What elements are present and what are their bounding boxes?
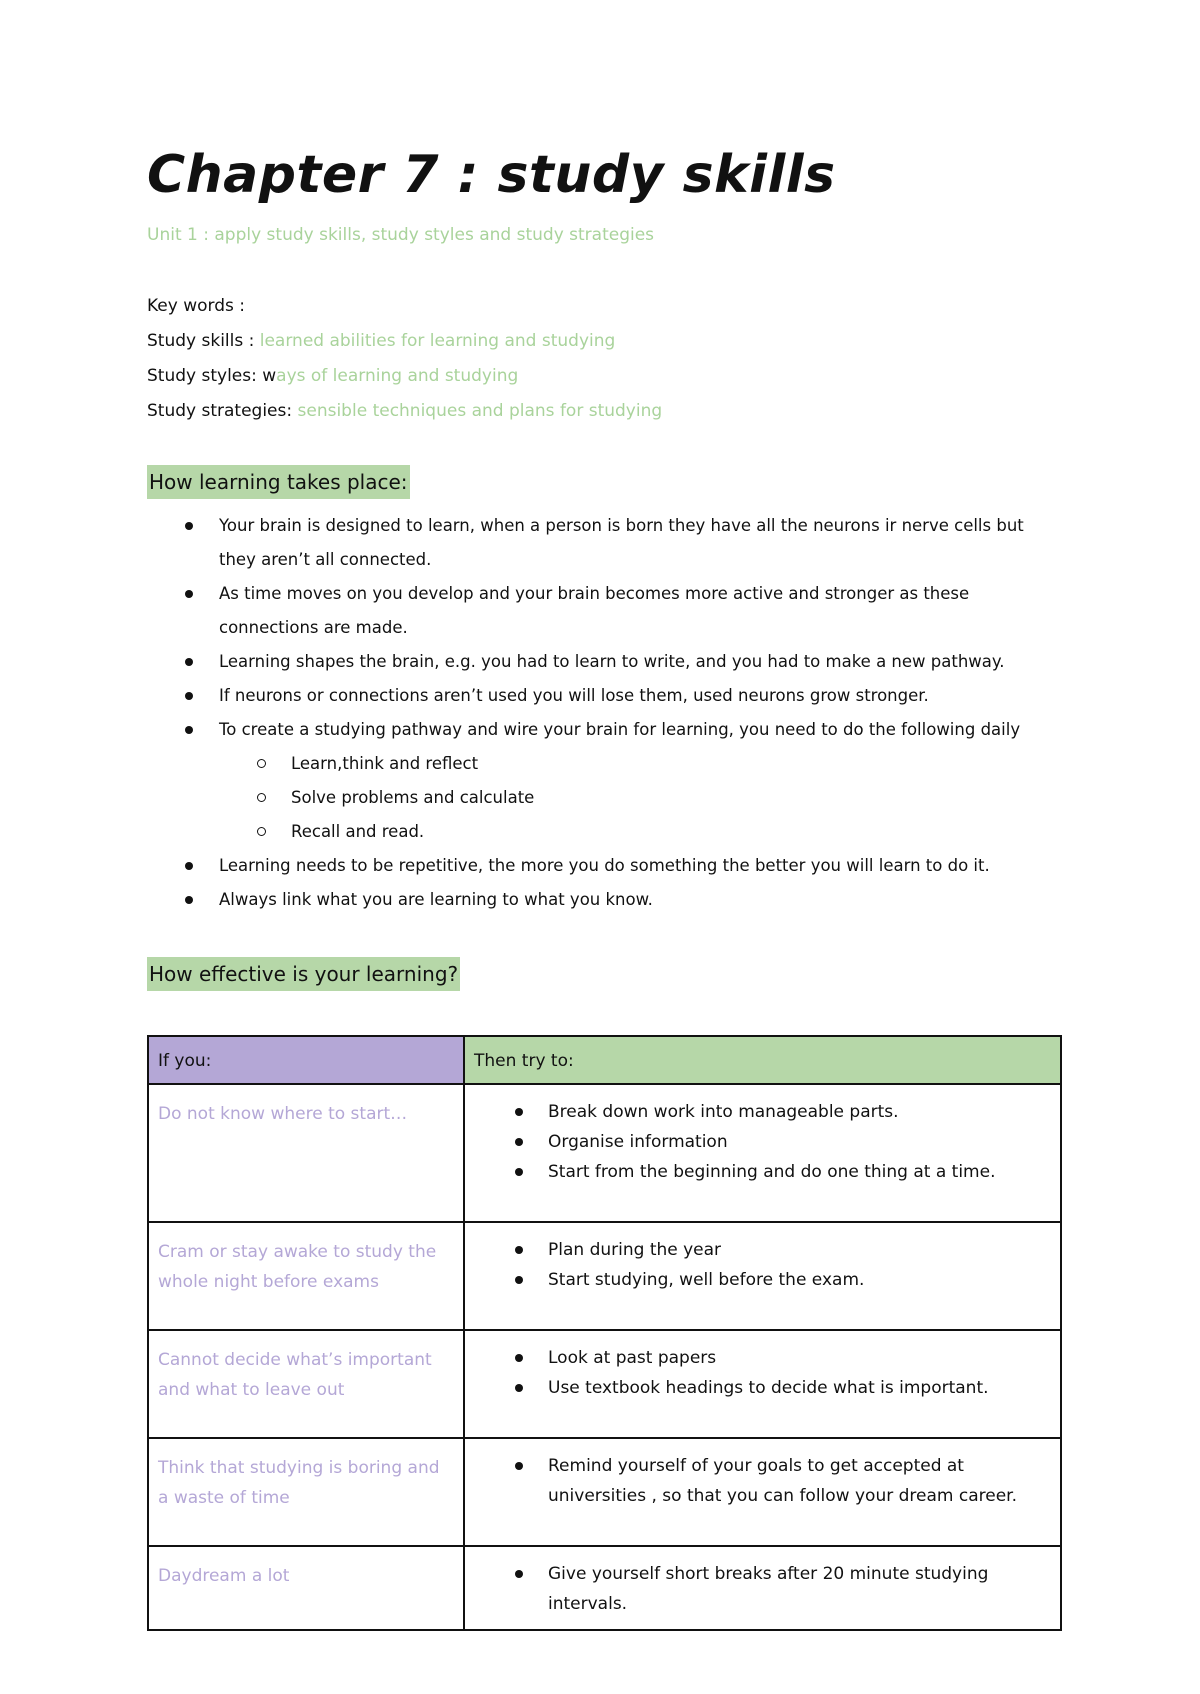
then-cell — [464, 1330, 1061, 1438]
column-header-then: Then try to: — [464, 1036, 1061, 1084]
bullet-dot-icon — [515, 1276, 523, 1284]
bullet-dot-icon — [185, 590, 193, 598]
list-item-text: Break down work into manageable parts. — [548, 1102, 899, 1122]
sub-list-item — [219, 815, 1047, 849]
bullet-dot-icon — [185, 896, 193, 904]
keyword-term: Study strategies: — [147, 401, 298, 421]
list-item-text: Start from the beginning and do one thing at a time. — [548, 1162, 996, 1182]
then-cell — [464, 1084, 1061, 1222]
table-header-row — [148, 1036, 1061, 1084]
keyword-study-strategies — [147, 394, 1200, 429]
then-cell — [464, 1438, 1061, 1546]
bullet-dot-icon — [515, 1462, 523, 1470]
sub-list-item-text: Solve problems and calculate — [291, 788, 535, 807]
list-item-text: As time moves on you develop and your brain becomes more active and stronger as these connections are made. — [219, 584, 970, 637]
list-item — [147, 645, 1047, 679]
list-item-text: Learning needs to be repetitive, the more you do something the better you will learn to do it. — [219, 856, 990, 875]
bullet-dot-icon — [185, 692, 193, 700]
list-item-text: To create a studying pathway and wire your brain for learning, you need to do the following daily — [219, 720, 1021, 739]
list-item — [465, 1343, 1050, 1373]
list-item-text: Remind yourself of your goals to get accepted at universities , so that you can follow your dream career. — [548, 1456, 1017, 1506]
if-cell: Cram or stay awake to study the whole night before exams — [148, 1222, 464, 1330]
list-item — [147, 849, 1047, 883]
bullet-circle-icon — [257, 759, 266, 768]
table-row — [148, 1084, 1061, 1222]
section-heading-effective: How effective is your learning? — [147, 957, 460, 991]
sub-list-item-text: Recall and read. — [291, 822, 425, 841]
sub-list-item-text: Learn,think and reflect — [291, 754, 479, 773]
keywords-block — [147, 289, 1200, 429]
unit-subtitle: Unit 1 : apply study skills, study styles and study strategies — [147, 225, 655, 245]
bullet-dot-icon — [515, 1246, 523, 1254]
column-header-if: If you: — [148, 1036, 464, 1084]
effectiveness-table — [147, 1035, 1062, 1631]
keyword-definition: sensible techniques and plans for studying — [297, 401, 663, 421]
keywords-heading: Key words : — [147, 296, 245, 316]
if-cell: Think that studying is boring and a waste of time — [148, 1438, 464, 1546]
sub-list-item — [219, 781, 1047, 815]
sub-bullet-list — [219, 747, 1047, 849]
keyword-definition: ays of learning and studying — [276, 366, 519, 386]
list-item — [147, 577, 1047, 645]
list-item-text: Always link what you are learning to what you know. — [219, 890, 653, 909]
list-item — [147, 713, 1047, 849]
list-item-text: Plan during the year — [548, 1240, 722, 1260]
bullet-dot-icon — [515, 1108, 523, 1116]
list-item-text: Give yourself short breaks after 20 minute studying intervals. — [548, 1564, 989, 1614]
bullet-circle-icon — [257, 827, 266, 836]
bullet-dot-icon — [185, 522, 193, 530]
keyword-term: Study skills : — [147, 331, 260, 351]
bullet-dot-icon — [515, 1138, 523, 1146]
list-item-text: Start studying, well before the exam. — [548, 1270, 865, 1290]
then-cell — [464, 1222, 1061, 1330]
list-item — [147, 679, 1047, 713]
bullet-dot-icon — [515, 1354, 523, 1362]
bullet-dot-icon — [185, 862, 193, 870]
bullet-dot-icon — [185, 658, 193, 666]
list-item — [147, 509, 1047, 577]
table-row — [148, 1222, 1061, 1330]
sub-list-item — [219, 747, 1047, 781]
list-item — [465, 1265, 1050, 1295]
table-row — [148, 1330, 1061, 1438]
list-item — [465, 1157, 1050, 1187]
list-item — [465, 1127, 1050, 1157]
keyword-definition: learned abilities for learning and studying — [259, 331, 616, 351]
page-title: Chapter 7 : study skills — [147, 145, 836, 205]
list-item — [465, 1373, 1050, 1403]
list-item — [465, 1235, 1050, 1265]
list-item-text: Your brain is designed to learn, when a person is born they have all the neurons ir nerve cells but they aren’t all connected. — [219, 516, 1024, 569]
keyword-term: Study styles: w — [147, 366, 277, 386]
bullet-dot-icon — [515, 1570, 523, 1578]
list-item-text: Use textbook headings to decide what is important. — [548, 1378, 989, 1398]
learning-bullet-list — [147, 509, 1047, 917]
if-cell: Daydream a lot — [148, 1546, 464, 1630]
table-row — [148, 1546, 1061, 1630]
list-item — [147, 883, 1047, 917]
bullet-circle-icon — [257, 793, 266, 802]
keyword-study-skills — [147, 324, 1200, 359]
table-row — [148, 1438, 1061, 1546]
list-item-text: Look at past papers — [548, 1348, 717, 1368]
then-cell — [464, 1546, 1061, 1630]
if-cell: Do not know where to start… — [148, 1084, 464, 1222]
list-item — [465, 1451, 1050, 1511]
section-heading-learning: How learning takes place: — [147, 465, 410, 499]
list-item-text: If neurons or connections aren’t used you will lose them, used neurons grow stronger. — [219, 686, 929, 705]
list-item-text: Learning shapes the brain, e.g. you had to learn to write, and you had to make a new pathway. — [219, 652, 1005, 671]
if-cell: Cannot decide what’s important and what to leave out — [148, 1330, 464, 1438]
keyword-study-styles — [147, 359, 1200, 394]
list-item-text: Organise information — [548, 1132, 728, 1152]
bullet-dot-icon — [515, 1168, 523, 1176]
list-item — [465, 1559, 1050, 1619]
list-item — [465, 1097, 1050, 1127]
bullet-dot-icon — [515, 1384, 523, 1392]
bullet-dot-icon — [185, 726, 193, 734]
